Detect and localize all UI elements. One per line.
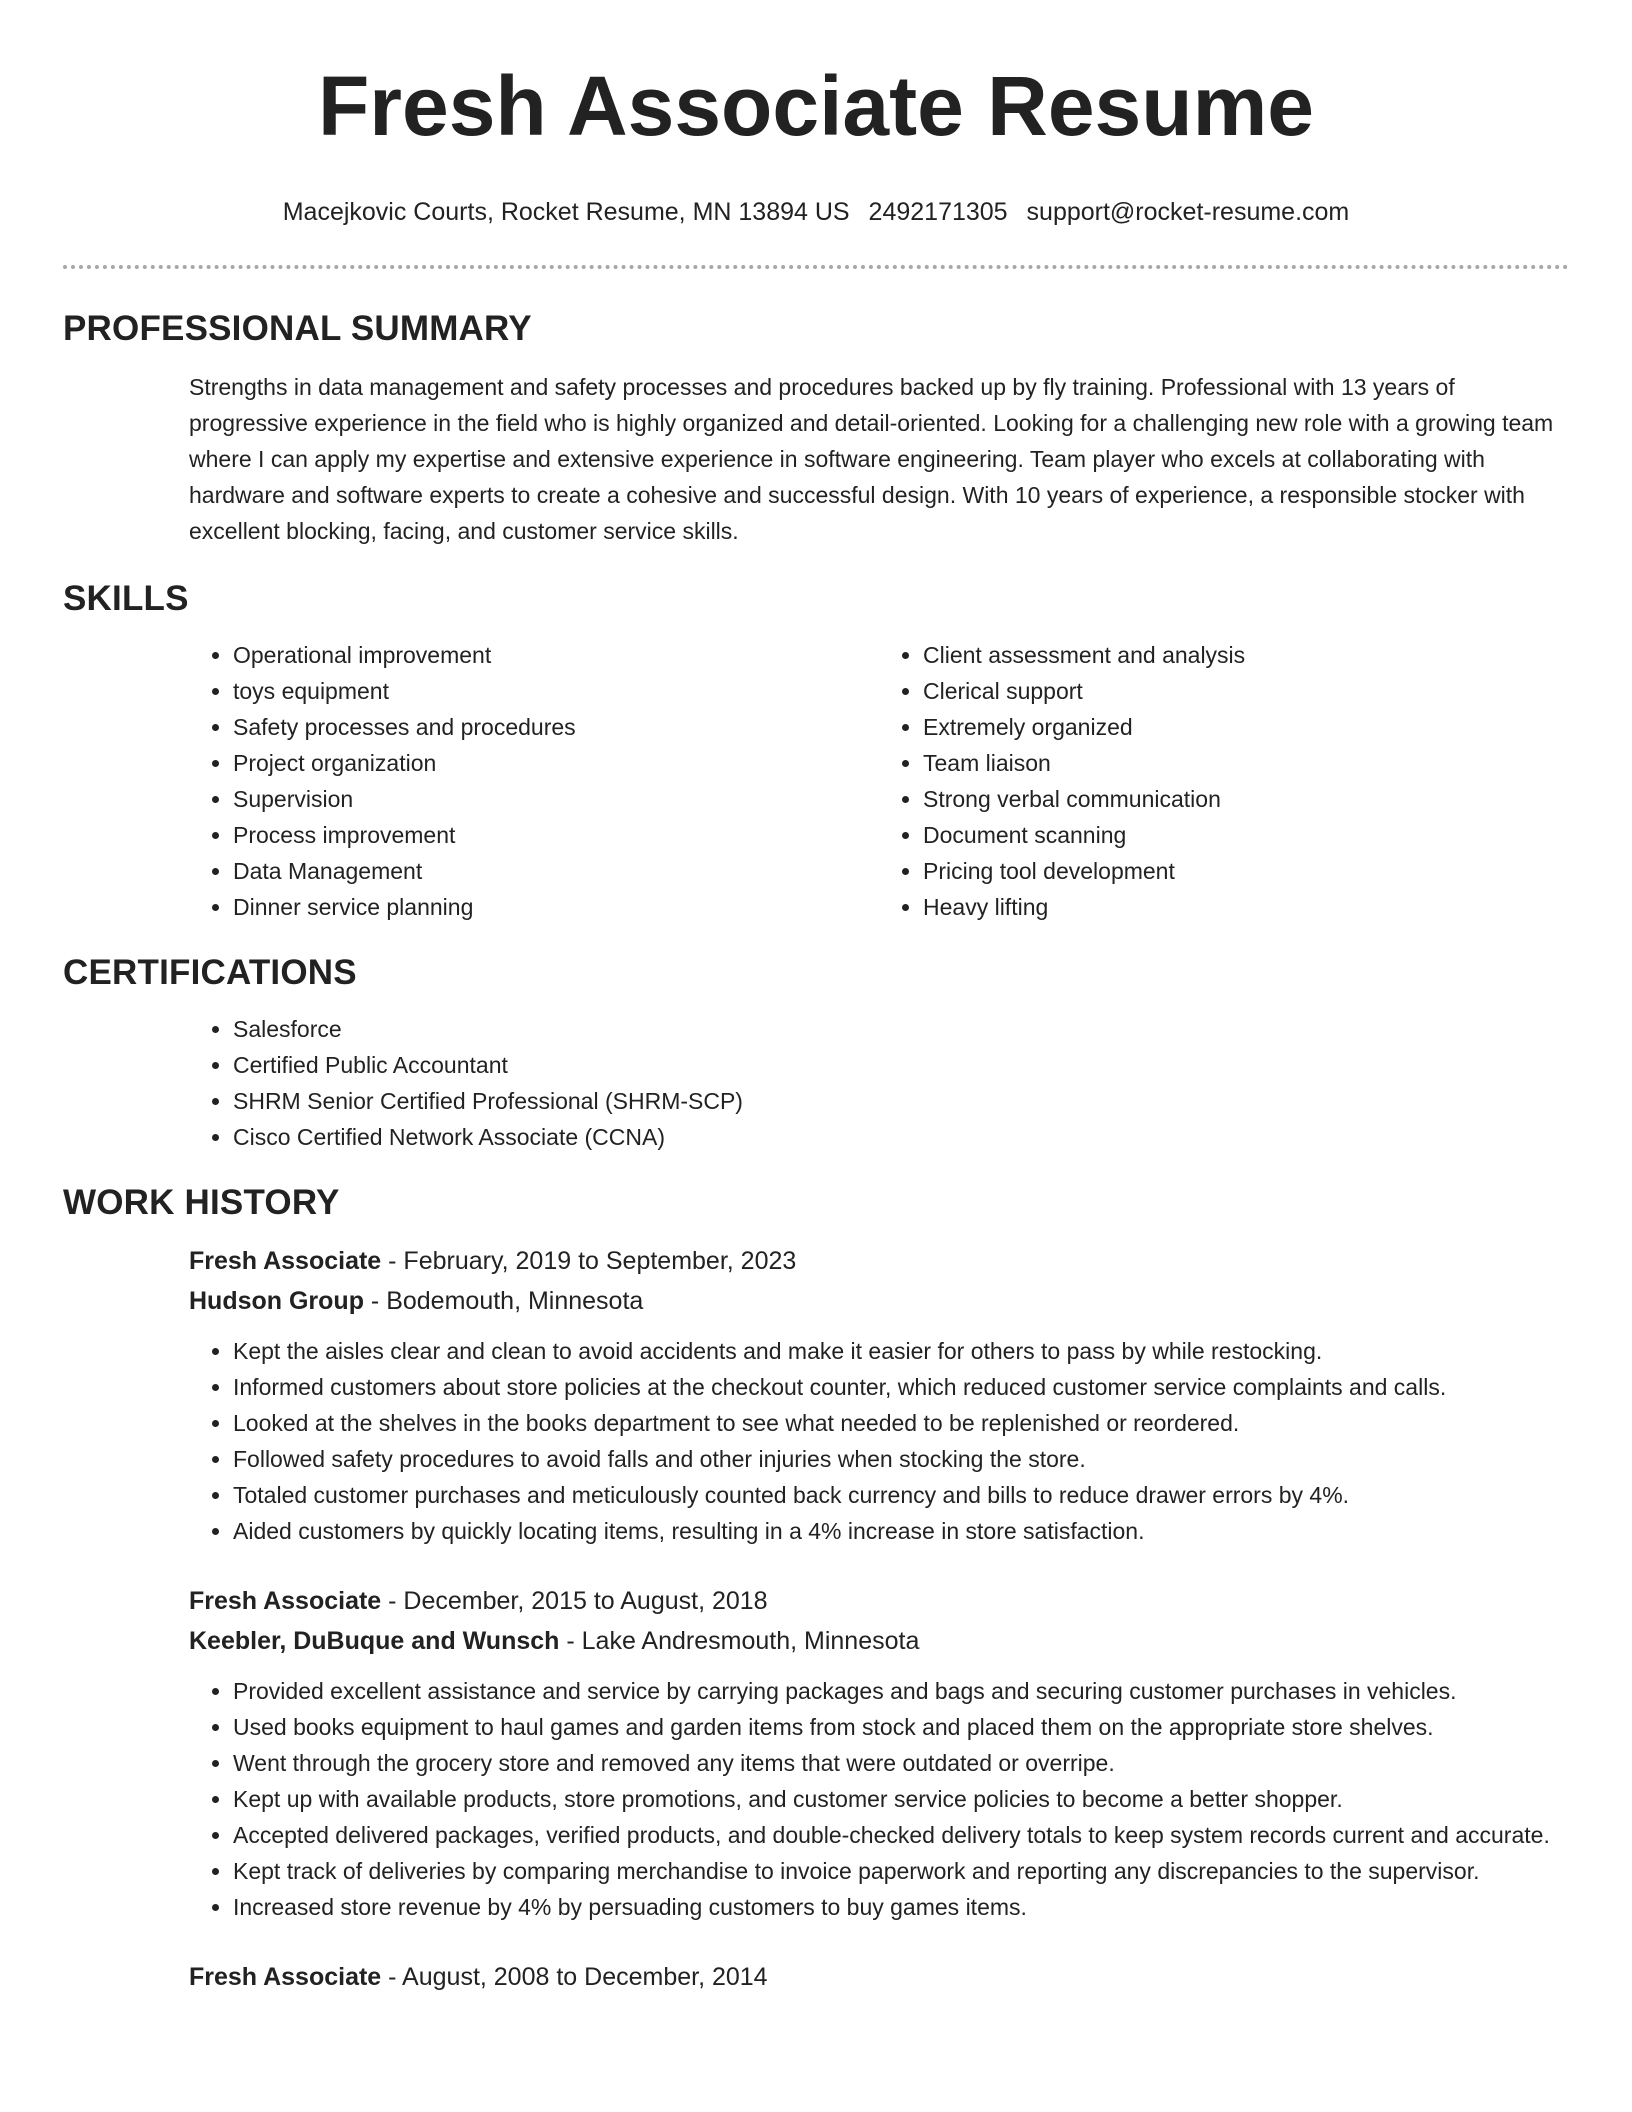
header-divider [63, 265, 1569, 269]
certification-item: • SHRM Senior Certified Professional (SHRM-SCP) [233, 1083, 1569, 1119]
skills-section [189, 637, 1569, 925]
certifications-section [189, 1011, 1569, 1155]
job-bullet: • Totaled customer purchases and meticulously counted back currency and bills to reduce drawer errors by 4%. [233, 1477, 1569, 1513]
job-company-line [189, 1621, 1569, 1661]
job-role: Fresh Associate [189, 1587, 382, 1615]
job-bullet: • Informed customers about store policies at the checkout counter, which reduced customer service complaints and calls. [233, 1369, 1569, 1405]
skill-item: • Operational improvement [233, 637, 879, 673]
job-title-line [189, 1241, 1569, 1281]
summary-section [189, 369, 1569, 549]
job-title-line [189, 1957, 1569, 1997]
job-bullet: • Kept up with available products, store promotions, and customer service policies to become a better shopper. [233, 1781, 1569, 1817]
contact-line [63, 196, 1569, 228]
skill-item: • Supervision [233, 781, 879, 817]
contact-email: support@rocket-resume.com [1026, 198, 1350, 226]
certifications-list [189, 1011, 1569, 1155]
skill-item: • Team liaison [923, 745, 1569, 781]
job-bullet: • Provided excellent assistance and service by carrying packages and bags and securing customer purchases in vehicles. [233, 1673, 1569, 1709]
job-bullet: • Followed safety procedures to avoid falls and other injuries when stocking the store. [233, 1441, 1569, 1477]
job-bullet: • Accepted delivered packages, verified products, and double-checked delivery totals to keep system records current and accurate. [233, 1817, 1569, 1853]
job-dates: - December, 2015 to August, 2018 [381, 1587, 768, 1615]
skills-heading: SKILLS [63, 579, 189, 618]
certification-item: • Salesforce [233, 1011, 1569, 1047]
skill-item: • Safety processes and procedures [233, 709, 879, 745]
contact-phone: 2492171305 [868, 198, 1008, 226]
work-history-section [189, 1241, 1569, 1997]
skill-item: • Data Management [233, 853, 879, 889]
job-location: - Bodemouth, Minnesota [363, 1287, 644, 1315]
skill-item: • Clerical support [923, 673, 1569, 709]
job-bullet: • Went through the grocery store and removed any items that were outdated or overripe. [233, 1745, 1569, 1781]
job-bullet: • Used books equipment to haul games and garden items from stock and placed them on the appropriate store shelves. [233, 1709, 1569, 1745]
job-title-line [189, 1581, 1569, 1621]
certifications-heading: CERTIFICATIONS [63, 953, 357, 992]
work-history-heading: WORK HISTORY [63, 1183, 340, 1222]
skill-item: • Process improvement [233, 817, 879, 853]
job-entry [189, 1241, 1569, 1549]
job-entry [189, 1957, 1569, 1997]
skill-item: • Heavy lifting [923, 889, 1569, 925]
skill-item: • Strong verbal communication [923, 781, 1569, 817]
job-bullets [189, 1333, 1569, 1549]
skill-item: • toys equipment [233, 673, 879, 709]
job-dates: - February, 2019 to September, 2023 [381, 1247, 797, 1275]
summary-heading: PROFESSIONAL SUMMARY [63, 309, 532, 348]
skills-list-left [189, 637, 879, 925]
job-entry [189, 1581, 1569, 1925]
skill-item: • Pricing tool development [923, 853, 1569, 889]
job-role: Fresh Associate [189, 1963, 382, 1991]
job-bullet: • Increased store revenue by 4% by persuading customers to buy games items. [233, 1889, 1569, 1925]
job-company-line [189, 1281, 1569, 1321]
skill-item: • Extremely organized [923, 709, 1569, 745]
skill-item: • Document scanning [923, 817, 1569, 853]
certification-item: • Cisco Certified Network Associate (CCNA) [233, 1119, 1569, 1155]
job-role: Fresh Associate [189, 1247, 382, 1275]
skill-item: • Client assessment and analysis [923, 637, 1569, 673]
job-bullet: • Kept the aisles clear and clean to avoid accidents and make it easier for others to pass by while restocking. [233, 1333, 1569, 1369]
skills-list-right [879, 637, 1569, 925]
resume-title: Fresh Associate Resume [318, 59, 1314, 153]
job-bullet: • Looked at the shelves in the books department to see what needed to be replenished or reordered. [233, 1405, 1569, 1441]
summary-text: Strengths in data management and safety processes and procedures backed up by fly training. Professional with 13 years of progressive experience in the field who is highly organized and detail-oriented. Looking for a challenging new role with a growing team where I can apply my expertise and extensive experience in software engineering. Team player who excels at collaborating with hardware and software experts to create a cohesive and successful design. With 10 years of experience, a responsible stocker with excellent blocking, facing, and customer service skills. [189, 374, 1554, 544]
skill-item: • Project organization [233, 745, 879, 781]
skill-item: • Dinner service planning [233, 889, 879, 925]
job-bullet: • Kept track of deliveries by comparing merchandise to invoice paperwork and reporting any discrepancies to the supervisor. [233, 1853, 1569, 1889]
job-bullets [189, 1673, 1569, 1925]
job-dates: - August, 2008 to December, 2014 [381, 1963, 768, 1991]
skills-grid [189, 637, 1569, 925]
certification-item: • Certified Public Accountant [233, 1047, 1569, 1083]
job-location: - Lake Andresmouth, Minnesota [559, 1627, 920, 1655]
job-bullet: • Aided customers by quickly locating items, resulting in a 4% increase in store satisfaction. [233, 1513, 1569, 1549]
job-company: Keebler, DuBuque and Wunsch [189, 1627, 560, 1655]
job-company: Hudson Group [189, 1287, 364, 1315]
contact-address: Macejkovic Courts, Rocket Resume, MN 13894 US [282, 198, 850, 226]
